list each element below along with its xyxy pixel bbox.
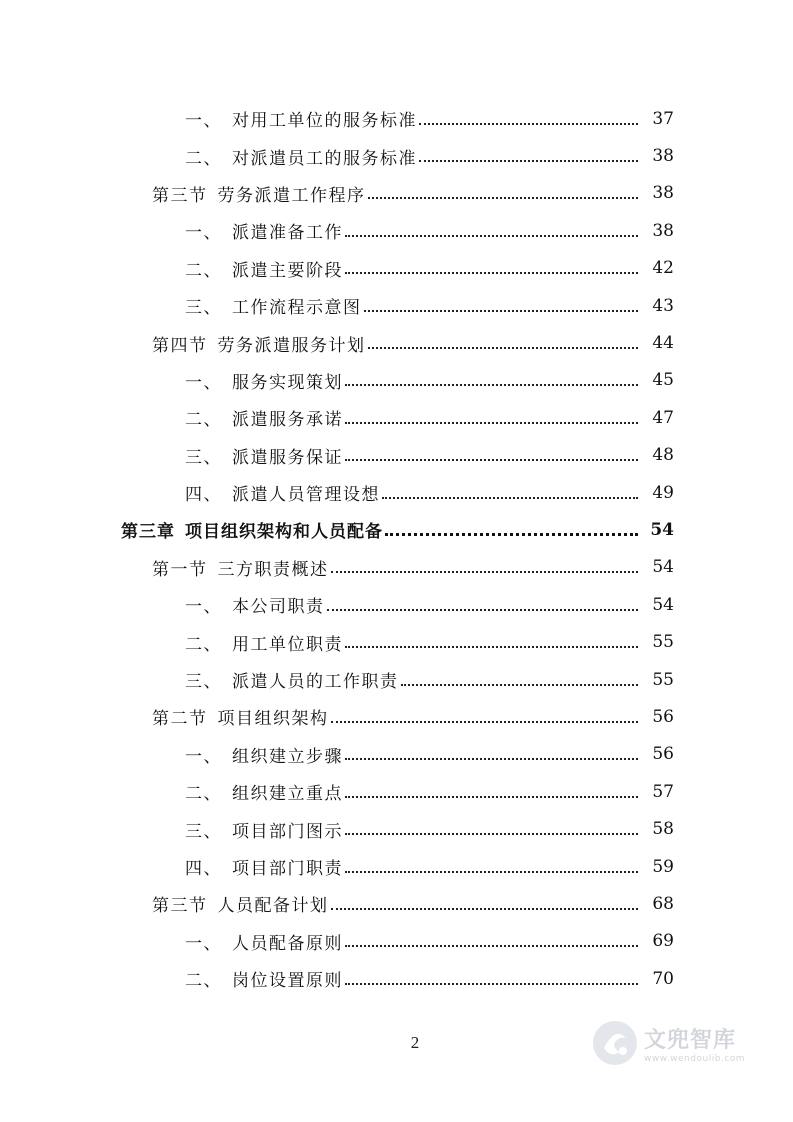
dot-leader [345, 758, 638, 760]
toc-entry[interactable] [0, 661, 793, 698]
toc-entry-label: 第四节 劳务派遣服务计划 [152, 335, 366, 356]
toc-entry[interactable] [0, 736, 793, 773]
toc-section-entry[interactable] [0, 885, 793, 922]
toc-entry[interactable] [0, 100, 793, 137]
toc-entry[interactable] [0, 399, 793, 436]
toc-page-number: 38 [652, 146, 674, 167]
dot-leader [345, 871, 638, 873]
toc-page-number: 69 [652, 931, 674, 952]
toc-entry-label: 三、 派遣人员的工作职责 [185, 672, 399, 693]
toc-entry[interactable] [0, 586, 793, 623]
toc-entry-label: 一、 服务实现策划 [185, 372, 343, 393]
toc-entry[interactable] [0, 960, 793, 997]
dot-leader [345, 983, 638, 985]
dot-leader [345, 272, 638, 274]
toc-page-number: 56 [652, 706, 674, 727]
toc-page-number: 54 [652, 557, 674, 578]
toc-entry-label: 一、 组织建立步骤 [185, 746, 343, 767]
toc-entry-label: 第三章 项目组织架构和人员配备 [121, 522, 383, 543]
toc-page-number: 44 [652, 333, 674, 354]
toc-page-number: 59 [652, 856, 674, 877]
page-number: 2 [410, 1033, 420, 1052]
toc-entry[interactable] [0, 923, 793, 960]
toc-entry[interactable] [0, 212, 793, 249]
toc-page-number: 43 [652, 295, 674, 316]
toc-page-number: 42 [652, 258, 674, 279]
toc-entry-label: 第二节 项目组织架构 [152, 709, 329, 730]
toc-page-number: 58 [652, 819, 674, 840]
dot-leader [364, 310, 639, 312]
watermark-url: www.wendoulib.com [644, 1053, 745, 1064]
toc-entry-label: 第一节 三方职责概述 [152, 559, 329, 580]
toc-entry-label: 一、 人员配备原则 [185, 933, 343, 954]
toc-entry-label: 四、 项目部门职责 [185, 859, 343, 879]
dot-leader [419, 123, 638, 125]
toc-entry-label: 第三节 人员配备计划 [152, 896, 329, 917]
toc-page-number: 45 [652, 370, 674, 391]
dot-leader [345, 945, 638, 947]
toc-entry-label: 第三节 劳务派遣工作程序 [152, 185, 366, 206]
toc-entry-label: 二、 派遣主要阶段 [185, 260, 343, 281]
toc-section-entry[interactable] [0, 175, 793, 212]
toc-entry[interactable] [0, 437, 793, 474]
toc-entry-label: 一、 对用工单位的服务标准 [185, 111, 417, 132]
toc-page-number: 68 [652, 893, 674, 914]
dot-leader [345, 459, 638, 461]
toc-entry-label: 二、 对派遣员工的服务标准 [185, 148, 417, 169]
dot-leader [327, 609, 639, 611]
toc-entry-label: 一、 本公司职责 [185, 597, 325, 618]
table-of-contents [0, 100, 793, 997]
toc-entry[interactable] [0, 474, 793, 511]
toc-page-number: 54 [650, 519, 674, 540]
toc-entry[interactable] [0, 137, 793, 174]
toc-entry-label: 二、 组织建立重点 [185, 784, 343, 805]
toc-page-number: 49 [652, 482, 674, 503]
toc-entry-label: 二、 用工单位职责 [185, 634, 343, 655]
toc-section-entry[interactable] [0, 324, 793, 361]
toc-entry-label: 二、 岗位设置原则 [185, 971, 343, 992]
dot-leader [419, 160, 638, 162]
watermark [590, 1018, 745, 1068]
toc-page-number: 70 [652, 968, 674, 989]
toc-page-number: 48 [652, 445, 674, 466]
toc-page-number: 55 [652, 632, 674, 653]
watermark-name: 文兜智库 [644, 1027, 737, 1053]
toc-section-entry[interactable] [0, 549, 793, 586]
toc-entry-label: 三、 项目部门图示 [185, 821, 343, 842]
toc-page-number: 55 [652, 669, 674, 690]
dot-leader [331, 571, 639, 573]
dot-leader [345, 646, 638, 648]
toc-entry-label: 四、 派遣人员管理设想 [185, 485, 380, 506]
toc-page-number: 38 [652, 183, 674, 204]
toc-page-number: 37 [652, 108, 674, 129]
toc-entry-label: 二、 派遣服务承诺 [185, 410, 343, 431]
toc-page-number: 57 [652, 781, 674, 802]
toc-entry[interactable] [0, 623, 793, 660]
dot-leader [345, 422, 638, 424]
toc-entry-label: 三、 工作流程示意图 [185, 298, 362, 319]
dot-leader [345, 235, 638, 237]
toc-entry[interactable] [0, 362, 793, 399]
toc-page-number: 56 [652, 744, 674, 765]
dot-leader [345, 384, 638, 386]
dot-leader [345, 796, 638, 798]
toc-page-number: 38 [652, 220, 674, 241]
toc-entry-label: 三、 派遣服务保证 [185, 447, 343, 468]
toc-page-number: 47 [652, 407, 674, 428]
toc-entry[interactable] [0, 250, 793, 287]
dot-leader [345, 833, 638, 835]
watermark-logo-icon [590, 1018, 640, 1068]
toc-chapter-entry[interactable] [0, 511, 793, 548]
toc-entry[interactable] [0, 810, 793, 847]
dot-leader [331, 721, 639, 723]
dot-leader [368, 347, 639, 349]
toc-entry[interactable] [0, 287, 793, 324]
toc-page-number: 54 [652, 594, 674, 615]
dot-leader [368, 197, 639, 199]
dot-leader [385, 533, 638, 536]
toc-entry-label: 一、 派遣准备工作 [185, 223, 343, 244]
dot-leader [401, 684, 639, 686]
dot-leader [331, 908, 639, 910]
toc-section-entry[interactable] [0, 698, 793, 735]
toc-entry[interactable] [0, 773, 793, 810]
toc-entry[interactable] [0, 848, 793, 885]
dot-leader [382, 497, 638, 499]
